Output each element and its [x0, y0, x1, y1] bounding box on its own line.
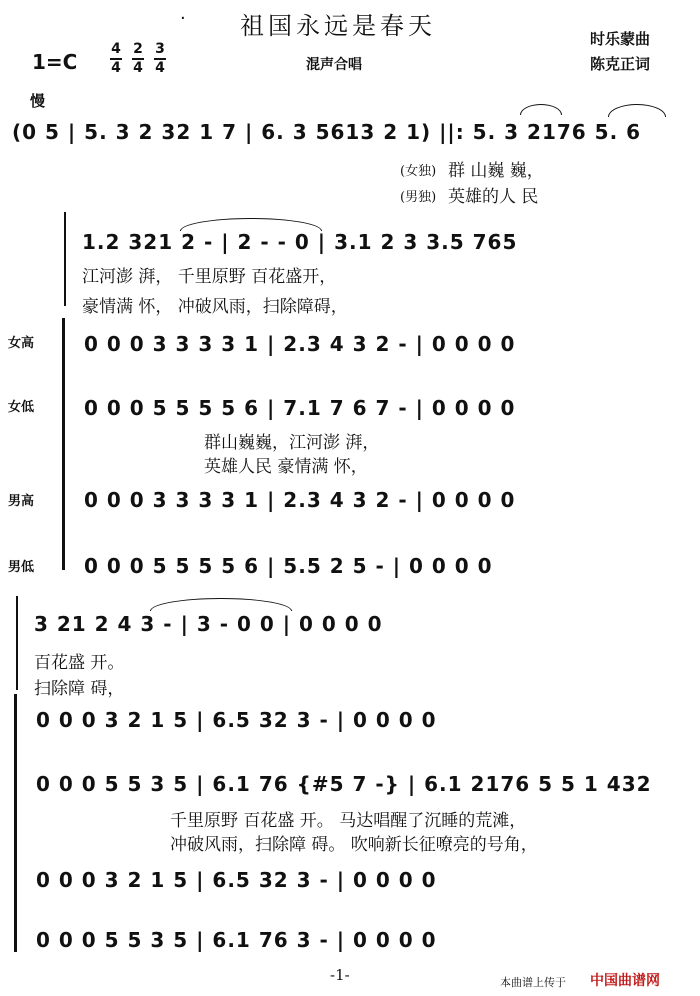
meter-3-4: 3 4	[155, 41, 165, 76]
voicing-label: 混声合唱	[306, 57, 362, 73]
bass-notes: 0 0 0 5 5 5 5 6 | 5.5 2 5 - | 0 0 0 0	[84, 554, 493, 578]
tie	[180, 218, 322, 231]
soprano-row	[0, 700, 700, 740]
voice-label-bass: 男低	[8, 560, 35, 575]
lyric-line: 千里原野 百花盛 开。 马达唱醒了沉睡的荒滩，	[170, 811, 527, 831]
role-male-solo: (男独)	[400, 190, 437, 205]
time-signatures	[110, 42, 166, 76]
lyric-line: 英雄的人 民	[448, 187, 539, 207]
system2-solo-row	[0, 222, 700, 262]
site-logo[interactable]: 中国曲谱网	[590, 973, 660, 989]
meter-4-4: 4 4	[111, 41, 121, 76]
lyric-line: 群山巍巍，江河澎 湃，	[204, 433, 380, 453]
tie	[150, 598, 292, 611]
song-title: 祖国永远是春天	[240, 12, 436, 40]
lyricist-credit: 陈克正词	[590, 55, 651, 73]
soprano-notes: 0 0 0 3 3 3 3 1 | 2.3 4 3 2 - | 0 0 0 0	[84, 332, 516, 356]
bass-notes: 0 0 0 5 5 3 5 | 6.1 76 3 - | 0 0 0 0	[36, 928, 437, 952]
tenor-notes: 0 0 0 3 3 3 3 1 | 2.3 4 3 2 - | 0 0 0 0	[84, 488, 516, 512]
soprano-row	[0, 324, 700, 364]
slur	[608, 104, 666, 117]
tempo-marking: 慢	[30, 92, 46, 110]
lyric-line: 百花盛 开。	[34, 653, 125, 673]
lyric-line: 豪情满 怀， 冲破风雨，扫除障碍，	[82, 297, 348, 317]
page-number: -1-	[330, 966, 350, 984]
alto-notes: 0 0 0 5 5 5 5 6 | 7.1 7 6 7 - | 0 0 0 0	[84, 396, 516, 420]
tenor-row	[0, 860, 700, 900]
bass-row	[0, 546, 700, 586]
lyric-line: 英雄人民 豪情满 怀，	[204, 457, 368, 477]
alto-row	[0, 388, 700, 428]
system1-solo-row	[0, 112, 700, 152]
voice-label-tenor: 男高	[8, 494, 35, 509]
meter-2-4: 2 4	[133, 41, 143, 76]
upload-note: 本曲谱上传于	[500, 976, 566, 989]
system2-solo-notes: 1.2 321 2 - | 2 - - 0 | 3.1 2 3 3.5 765	[82, 230, 518, 254]
composer-credit: 时乐蒙曲	[590, 30, 651, 48]
system1-notes: (0 5 | 5. 3 2 32 1 7 | 6. 3 5613 2 1) ||: 5. 3 2176 5. 6	[12, 120, 642, 144]
title-dot: ·	[180, 8, 186, 29]
alto-notes: 0 0 0 5 5 3 5 | 6.1 76 {#5 7 -} | 6.1 2176 5 5 1 432	[36, 772, 652, 796]
slur	[520, 104, 562, 115]
soprano-notes: 0 0 0 3 2 1 5 | 6.5 32 3 - | 0 0 0 0	[36, 708, 437, 732]
system3-solo-row	[0, 604, 700, 644]
voice-label-soprano: 女高	[8, 336, 35, 351]
tenor-row	[0, 480, 700, 520]
system3-solo-notes: 3 21 2 4 3 - | 3 - 0 0 | 0 0 0 0	[34, 612, 383, 636]
voice-label-alto: 女低	[8, 400, 35, 415]
tenor-notes: 0 0 0 3 2 1 5 | 6.5 32 3 - | 0 0 0 0	[36, 868, 437, 892]
alto-row	[0, 764, 700, 804]
role-female-solo: (女独)	[400, 164, 437, 179]
key-signature: 1=C	[32, 50, 78, 74]
lyric-line: 江河澎 湃， 千里原野 百花盛开，	[82, 267, 337, 287]
lyric-line: 扫除障 碍，	[34, 679, 125, 699]
lyric-line: 冲破风雨，扫除障 碍。 吹响新长征嘹亮的号角，	[170, 835, 538, 855]
bass-row	[0, 920, 700, 960]
lyric-line: 群 山巍 巍，	[448, 161, 544, 181]
